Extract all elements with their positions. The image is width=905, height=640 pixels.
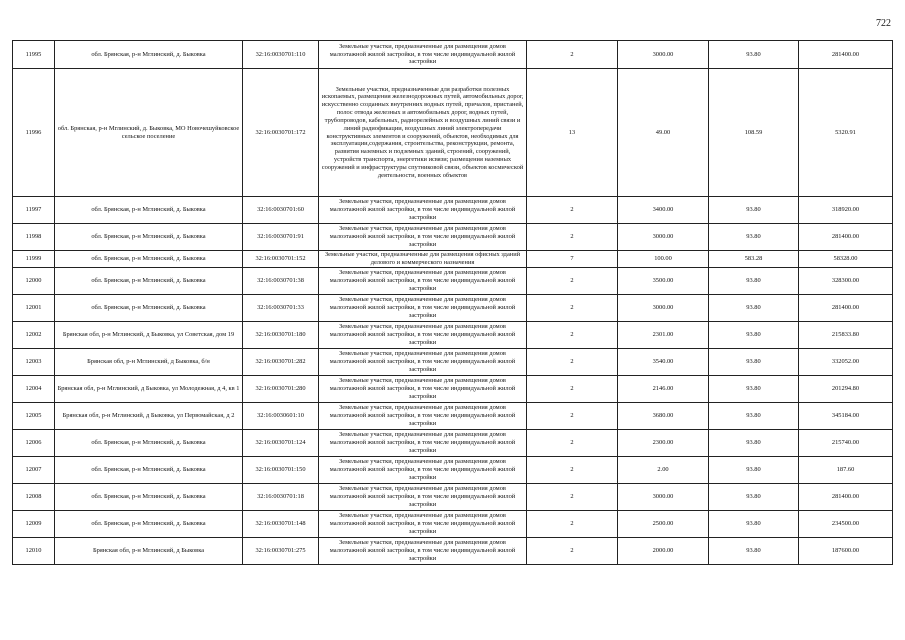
- area-cell: 2146.00: [618, 375, 709, 402]
- table-row: [13, 456, 893, 483]
- specific-value-cell: 93.80: [709, 321, 799, 348]
- address-cell: обл. Брянская, р-н Мглинский, д. Быковка, МО Новочешуйковское сельское поселение: [55, 69, 243, 197]
- cadastral-value-cell: 215833.80: [799, 321, 893, 348]
- use-group-cell: 2: [527, 294, 618, 321]
- address-cell: обл. Брянская, р-н Мглинский, д. Быковка: [55, 41, 243, 69]
- row-number-cell: 12005: [13, 402, 55, 429]
- row-number-cell: 12007: [13, 456, 55, 483]
- cadastral-number-cell: 32:16:0030701:148: [243, 510, 319, 537]
- specific-value-cell: 93.80: [709, 348, 799, 375]
- specific-value-cell: 93.80: [709, 375, 799, 402]
- specific-value-cell: 93.80: [709, 224, 799, 251]
- address-cell: Брянская обл, р-н Мглинский, д Быковка, ул Советская, дом 19: [55, 321, 243, 348]
- address-cell: обл. Брянская, р-н Мглинский, д. Быковка: [55, 224, 243, 251]
- permitted-use-cell: Земельные участки, предназначенные для размещения домов малоэтажной жилой застройки, в том числе индивидуальной жилой застройки: [319, 402, 527, 429]
- cadastral-number-cell: 32:16:0030701:18: [243, 483, 319, 510]
- address-cell: обл. Брянская, р-н Мглинский, д. Быковка: [55, 510, 243, 537]
- specific-value-cell: 583.28: [709, 251, 799, 268]
- row-number-cell: 12010: [13, 537, 55, 564]
- specific-value-cell: 93.80: [709, 402, 799, 429]
- area-cell: 3680.00: [618, 402, 709, 429]
- page-number: 722: [876, 18, 891, 29]
- area-cell: 3400.00: [618, 197, 709, 224]
- row-number-cell: 12008: [13, 483, 55, 510]
- cadastral-value-cell: 201294.80: [799, 375, 893, 402]
- cadastral-number-cell: 32:16:0030701:150: [243, 456, 319, 483]
- address-cell: Брянская обл, р-н Мглинский, д Быковка, ул Молодежная, д 4, кв 1: [55, 375, 243, 402]
- area-cell: 2500.00: [618, 510, 709, 537]
- address-cell: Брянская обл, р-н Мглинский, д Быковка, б/н: [55, 348, 243, 375]
- table-row: [13, 251, 893, 268]
- cadastral-value-cell: 187600.00: [799, 537, 893, 564]
- row-number-cell: 12006: [13, 429, 55, 456]
- specific-value-cell: 93.80: [709, 267, 799, 294]
- specific-value-cell: 93.80: [709, 510, 799, 537]
- table-row: [13, 402, 893, 429]
- permitted-use-cell: Земельные участки, предназначенные для размещения домов малоэтажной жилой застройки, в том числе индивидуальной жилой застройки: [319, 456, 527, 483]
- area-cell: 3000.00: [618, 294, 709, 321]
- cadastral-value-cell: 281400.00: [799, 41, 893, 69]
- cadastral-number-cell: 32:16:0030701:180: [243, 321, 319, 348]
- permitted-use-cell: Земельные участки, предназначенные для размещения офисных зданий делового и коммерческого назначения: [319, 251, 527, 268]
- cadastral-number-cell: 32:16:0030701:282: [243, 348, 319, 375]
- cadastral-value-cell: 281400.00: [799, 294, 893, 321]
- row-number-cell: 11998: [13, 224, 55, 251]
- cadastral-value-cell: 281400.00: [799, 483, 893, 510]
- permitted-use-cell: Земельные участки, предназначенные для размещения домов малоэтажной жилой застройки, в том числе индивидуальной жилой застройки: [319, 348, 527, 375]
- cadastral-value-cell: 215740.00: [799, 429, 893, 456]
- table-row: [13, 197, 893, 224]
- permitted-use-cell: Земельные участки, предназначенные для размещения домов малоэтажной жилой застройки, в том числе индивидуальной жилой застройки: [319, 510, 527, 537]
- specific-value-cell: 93.80: [709, 483, 799, 510]
- permitted-use-cell: Земельные участки, предназначенные для разработки полезных ископаемых, размещения железнодорожных путей, автомобильных дорог, искусственно созданных внутренних водных путей, причалов, пристаней, полос отвода железных и автомобильных дорог, водных путей, трубопроводов, кабельных, радиорелейных и воздушных линий связи и линий радиофикации, воздушных линий электропередачи конструктивных элементов и сооружений, объектов, необходимых для эксплуатации,содержания, строительства, реконструкции, ремонта, развития наземных и подземных зданий, строений, сооружений, устройств транспорта, энергетики иcвязи; размещения наземных сооружений и инфраструктуры спутниковой связи, объектов космической деятельности, военных объектов: [319, 69, 527, 197]
- permitted-use-cell: Земельные участки, предназначенные для размещения домов малоэтажной жилой застройки, в том числе индивидуальной жилой застройки: [319, 41, 527, 69]
- area-cell: 49.00: [618, 69, 709, 197]
- cadastral-number-cell: 32:16:0030701:152: [243, 251, 319, 268]
- cadastral-value-cell: 5320.91: [799, 69, 893, 197]
- row-number-cell: 12002: [13, 321, 55, 348]
- use-group-cell: 2: [527, 41, 618, 69]
- cadastral-number-cell: 32:16:0030701:172: [243, 69, 319, 197]
- use-group-cell: 2: [527, 456, 618, 483]
- cadastral-number-cell: 32:16:0030701:91: [243, 224, 319, 251]
- use-group-cell: 2: [527, 483, 618, 510]
- permitted-use-cell: Земельные участки, предназначенные для размещения домов малоэтажной жилой застройки, в том числе индивидуальной жилой застройки: [319, 294, 527, 321]
- cadastral-number-cell: 32:16:0030601:10: [243, 402, 319, 429]
- table-row: [13, 69, 893, 197]
- specific-value-cell: 93.80: [709, 537, 799, 564]
- address-cell: обл. Брянская, р-н Мглинский, д. Быковка: [55, 197, 243, 224]
- cadastral-number-cell: 32:16:0030701:33: [243, 294, 319, 321]
- table-row: [13, 537, 893, 564]
- cadastral-value-cell: 281400.00: [799, 224, 893, 251]
- use-group-cell: 2: [527, 224, 618, 251]
- row-number-cell: 12003: [13, 348, 55, 375]
- row-number-cell: 11995: [13, 41, 55, 69]
- row-number-cell: 12009: [13, 510, 55, 537]
- table-row: [13, 294, 893, 321]
- permitted-use-cell: Земельные участки, предназначенные для размещения домов малоэтажной жилой застройки, в том числе индивидуальной жилой застройки: [319, 267, 527, 294]
- table-row: [13, 41, 893, 69]
- table-row: [13, 321, 893, 348]
- address-cell: обл. Брянская, р-н Мглинский, д. Быковка: [55, 267, 243, 294]
- table-row: [13, 348, 893, 375]
- specific-value-cell: 108.59: [709, 69, 799, 197]
- use-group-cell: 2: [527, 537, 618, 564]
- permitted-use-cell: Земельные участки, предназначенные для размещения домов малоэтажной жилой застройки, в том числе индивидуальной жилой застройки: [319, 375, 527, 402]
- area-cell: 3540.00: [618, 348, 709, 375]
- row-number-cell: 12000: [13, 267, 55, 294]
- use-group-cell: 2: [527, 402, 618, 429]
- area-cell: 3000.00: [618, 41, 709, 69]
- table-row: [13, 483, 893, 510]
- permitted-use-cell: Земельные участки, предназначенные для размещения домов малоэтажной жилой застройки, в том числе индивидуальной жилой застройки: [319, 224, 527, 251]
- table-body: [13, 41, 893, 565]
- area-cell: 2300.00: [618, 429, 709, 456]
- area-cell: 100.00: [618, 251, 709, 268]
- table-row: [13, 375, 893, 402]
- use-group-cell: 2: [527, 375, 618, 402]
- cadastral-value-cell: 328300.00: [799, 267, 893, 294]
- area-cell: 3000.00: [618, 224, 709, 251]
- area-cell: 2301.00: [618, 321, 709, 348]
- address-cell: обл. Брянская, р-н Мглинский, д. Быковка: [55, 429, 243, 456]
- permitted-use-cell: Земельные участки, предназначенные для размещения домов малоэтажной жилой застройки, в том числе индивидуальной жилой застройки: [319, 197, 527, 224]
- row-number-cell: 11999: [13, 251, 55, 268]
- area-cell: 3000.00: [618, 483, 709, 510]
- cadastral-value-cell: 345184.00: [799, 402, 893, 429]
- use-group-cell: 13: [527, 69, 618, 197]
- area-cell: 2000.00: [618, 537, 709, 564]
- table-row: [13, 429, 893, 456]
- permitted-use-cell: Земельные участки, предназначенные для размещения домов малоэтажной жилой застройки, в том числе индивидуальной жилой застройки: [319, 483, 527, 510]
- address-cell: обл. Брянская, р-н Мглинский, д. Быковка: [55, 294, 243, 321]
- specific-value-cell: 93.80: [709, 429, 799, 456]
- use-group-cell: 2: [527, 348, 618, 375]
- use-group-cell: 7: [527, 251, 618, 268]
- table-row: [13, 224, 893, 251]
- permitted-use-cell: Земельные участки, предназначенные для размещения домов малоэтажной жилой застройки, в том числе индивидуальной жилой застройки: [319, 321, 527, 348]
- table-row: [13, 510, 893, 537]
- cadastral-number-cell: 32:16:0030701:38: [243, 267, 319, 294]
- use-group-cell: 2: [527, 321, 618, 348]
- address-cell: обл. Брянская, р-н Мглинский, д. Быковка: [55, 483, 243, 510]
- row-number-cell: 12001: [13, 294, 55, 321]
- cadastral-value-cell: 332052.00: [799, 348, 893, 375]
- row-number-cell: 11996: [13, 69, 55, 197]
- permitted-use-cell: Земельные участки, предназначенные для размещения домов малоэтажной жилой застройки, в том числе индивидуальной жилой застройки: [319, 429, 527, 456]
- use-group-cell: 2: [527, 267, 618, 294]
- cadastral-number-cell: 32:16:0030701:280: [243, 375, 319, 402]
- row-number-cell: 11997: [13, 197, 55, 224]
- specific-value-cell: 93.80: [709, 456, 799, 483]
- specific-value-cell: 93.80: [709, 294, 799, 321]
- cadastral-value-cell: 187.60: [799, 456, 893, 483]
- address-cell: Брянская обл, р-н Мглинский, д Быковка, ул Первомайская, д 2: [55, 402, 243, 429]
- use-group-cell: 2: [527, 510, 618, 537]
- address-cell: обл. Брянская, р-н Мглинский, д. Быковка: [55, 251, 243, 268]
- permitted-use-cell: Земельные участки, предназначенные для размещения домов малоэтажной жилой застройки, в том числе индивидуальной жилой застройки: [319, 537, 527, 564]
- cadastral-value-cell: 234500.00: [799, 510, 893, 537]
- use-group-cell: 2: [527, 429, 618, 456]
- cadastral-number-cell: 32:16:0030701:110: [243, 41, 319, 69]
- address-cell: обл. Брянская, р-н Мглинский, д. Быковка: [55, 456, 243, 483]
- cadastral-number-cell: 32:16:0030701:275: [243, 537, 319, 564]
- address-cell: Брянская обл, р-н Мглинский, д Быковка: [55, 537, 243, 564]
- area-cell: 2.00: [618, 456, 709, 483]
- row-number-cell: 12004: [13, 375, 55, 402]
- use-group-cell: 2: [527, 197, 618, 224]
- cadastral-number-cell: 32:16:0030701:124: [243, 429, 319, 456]
- cadastral-value-cell: 318920.00: [799, 197, 893, 224]
- cadastral-value-table: [12, 40, 893, 565]
- specific-value-cell: 93.80: [709, 41, 799, 69]
- specific-value-cell: 93.80: [709, 197, 799, 224]
- cadastral-number-cell: 32:16:0030701:60: [243, 197, 319, 224]
- area-cell: 3500.00: [618, 267, 709, 294]
- cadastral-value-cell: 58328.00: [799, 251, 893, 268]
- table-row: [13, 267, 893, 294]
